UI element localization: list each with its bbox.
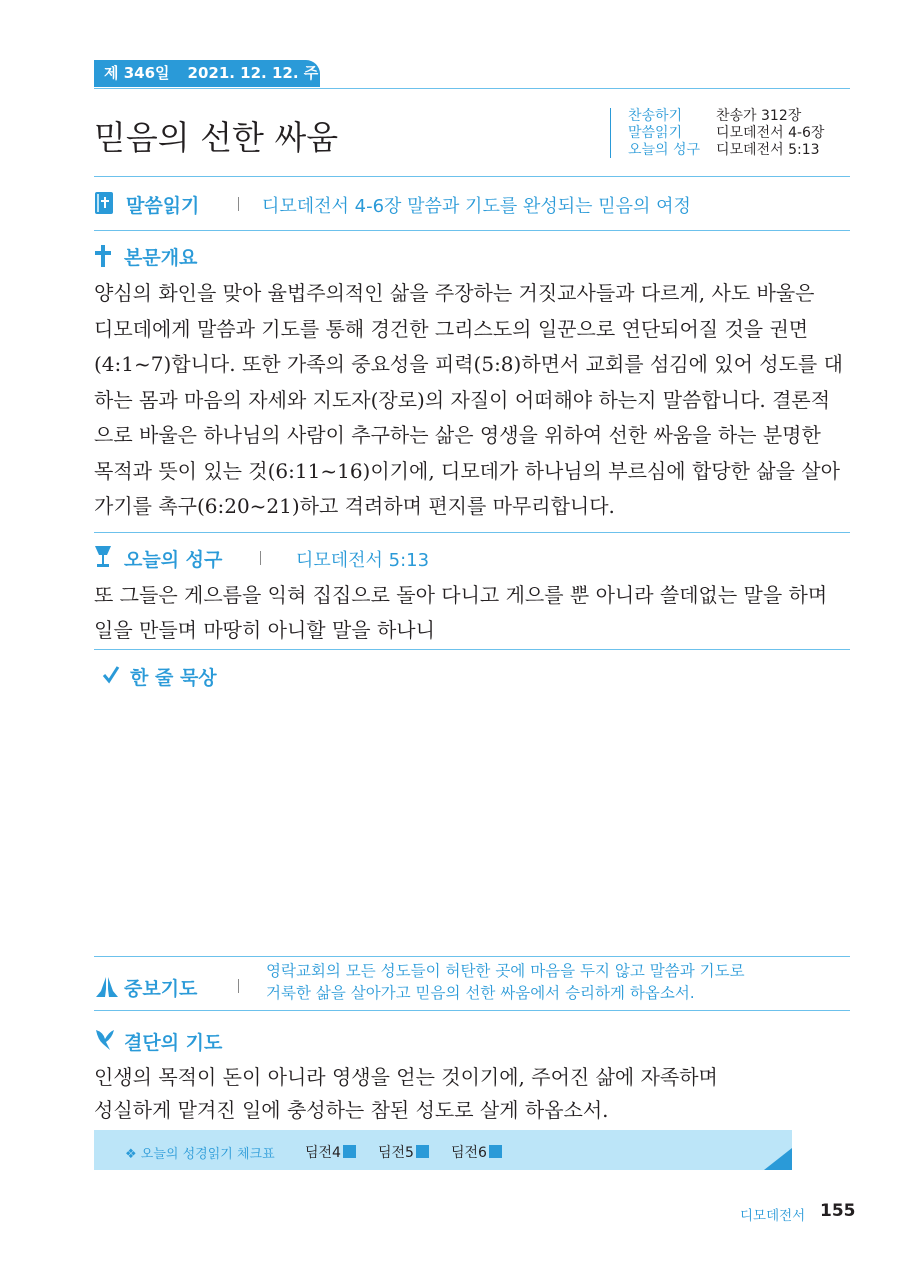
- text-line: 양심의 화인을 맞아 율법주의적인 삶을 주장하는 거짓교사들과 다르게, 사도 바울은: [94, 281, 815, 305]
- text-line: (4:1~7)합니다. 또한 가족의 중요성을 피력(5:8)하면서 교회를 섬김에 있어 성도를 대: [94, 352, 843, 376]
- checkbox[interactable]: [343, 1145, 356, 1158]
- separator: [238, 197, 239, 211]
- meditation-title: 한 줄 묵상: [130, 667, 217, 689]
- checklist-item-label: 딤전4: [305, 1145, 341, 1161]
- verse-text: [94, 578, 854, 648]
- checklist-item-label: 딤전5: [378, 1145, 414, 1161]
- meta-hymn: [628, 108, 801, 125]
- text-line: 인생의 목적이 돈이 아니라 영생을 얻는 것이기에, 주어진 삶에 자족하며: [94, 1065, 718, 1089]
- meta-reading: [628, 125, 824, 142]
- day-number: 제 346일: [104, 64, 170, 82]
- page-title: 믿음의 선한 싸움: [94, 118, 339, 157]
- checklist-item-label: 딤전6: [451, 1145, 487, 1161]
- intercession-text: [266, 960, 745, 1004]
- resolution-text: [94, 1061, 854, 1127]
- rule: [94, 649, 850, 650]
- page-number: 155: [820, 1201, 856, 1221]
- reading-subtitle: 디모데전서 4-6장 말씀과 기도를 완성되는 믿음의 여정: [262, 196, 691, 217]
- meta-divider: [610, 108, 611, 158]
- checklist-item-3[interactable]: [451, 1142, 502, 1162]
- reading-title: 말씀읽기: [126, 195, 200, 217]
- text-line: 으로 바울은 하나님의 사람이 추구하는 삶은 영생을 위하여 선한 싸움을 하는 분명한: [94, 423, 821, 447]
- checkbox[interactable]: [489, 1145, 502, 1158]
- text-line: 영락교회의 모든 성도들이 허탄한 곳에 마음을 두지 않고 말씀과 기도로: [266, 962, 745, 980]
- page-fold-corner: [764, 1148, 792, 1170]
- resolution-title: 결단의 기도: [124, 1032, 223, 1054]
- meta-label: 말씀읽기: [628, 125, 683, 141]
- text-line: 가기를 촉구(6:20~21)하고 격려하며 편지를 마무리합니다.: [94, 494, 615, 518]
- verse-reference: 디모데전서 5:13: [296, 550, 430, 571]
- rule: [94, 532, 850, 533]
- separator: [260, 551, 261, 565]
- text-line: 일을 만들며 마땅히 아니할 말을 하나니: [94, 618, 435, 642]
- text-line: 디모데에게 말씀과 기도를 통해 경건한 그리스도의 일꾼으로 연단되어질 것을 권면: [94, 316, 809, 341]
- overview-title: 본문개요: [124, 247, 198, 269]
- meta-label: 오늘의 성구: [628, 142, 701, 158]
- date-tab: [94, 60, 320, 87]
- checklist-item-1[interactable]: [305, 1142, 356, 1162]
- rule: [94, 956, 850, 957]
- meta-value: 디모데전서 5:13: [716, 142, 820, 158]
- rule: [94, 176, 850, 177]
- separator: [238, 979, 239, 993]
- check-icon: [102, 665, 120, 685]
- rule: [94, 230, 850, 231]
- bible-icon: [94, 191, 114, 215]
- text-line: 거룩한 삶을 살아가고 믿음의 선한 싸움에서 승리하게 하옵소서.: [266, 984, 695, 1002]
- date-text: 2021. 12. 12. 주: [187, 64, 319, 82]
- text-line: 목적과 뜻이 있는 것(6:11~16)이기에, 디모데가 하나님의 부르심에 합당한 삶을 살아: [94, 458, 840, 483]
- text-line: 또 그들은 게으름을 익혀 집집으로 돌아 다니고 게으를 뿐 아니라 쓸데없는 말을 하며: [94, 583, 828, 607]
- meta-verse: [628, 142, 820, 159]
- footer-book-name: 디모데전서: [740, 1208, 806, 1224]
- meta-value: 찬송가 312장: [716, 108, 802, 124]
- dove-icon: [94, 1026, 116, 1052]
- verse-title: 오늘의 성구: [124, 549, 223, 571]
- chalice-icon: [94, 545, 112, 569]
- meta-label: 찬송하기: [628, 108, 683, 124]
- text-line: 하는 몸과 마음의 자세와 지도자(장로)의 자질이 어떠해야 하는지 말씀합니다. 결론적: [94, 387, 831, 412]
- rule: [94, 1010, 850, 1011]
- checklist-item-2[interactable]: [378, 1142, 429, 1162]
- cross-icon: [94, 244, 112, 268]
- header-rule: [94, 88, 850, 89]
- meta-value: 디모데전서 4-6장: [716, 125, 825, 141]
- text-line: 성실하게 맡겨진 일에 충성하는 참된 성도로 살게 하옵소서.: [94, 1098, 609, 1122]
- overview-text: [94, 276, 854, 525]
- intercession-title: 중보기도: [124, 978, 198, 1000]
- praying-hands-icon: [94, 975, 120, 999]
- checklist-label: ❖ 오늘의 성경읽기 체크표: [125, 1147, 275, 1162]
- meditation-writing-area[interactable]: [94, 700, 850, 950]
- checkbox[interactable]: [416, 1145, 429, 1158]
